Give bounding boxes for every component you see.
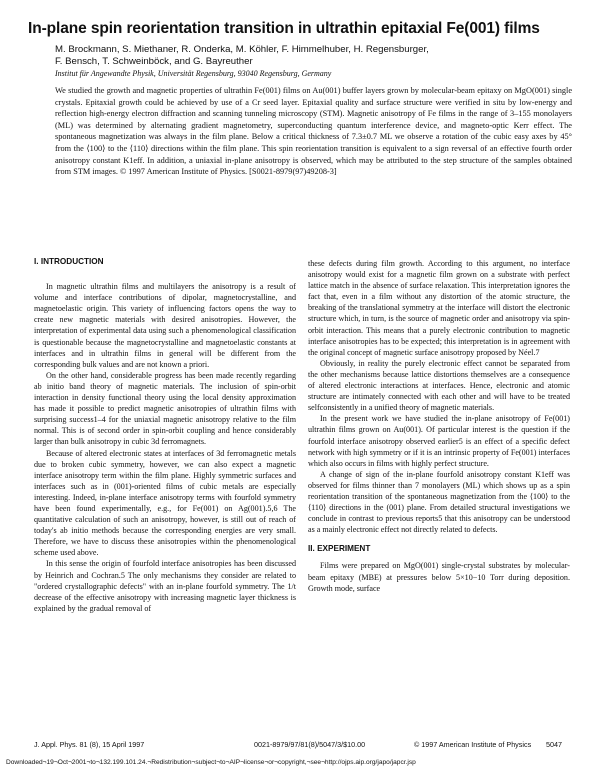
paragraph: A change of sign of the in-plane fourfold anisotropy constant K1eff was observed for films thinner than 7 monolayers (ML) which shows up as a spin reorientation transition of the spontaneous magnetization from the ⟨100⟩ to the ⟨110⟩ directions in the (001) plane. From detailed structural investigations we conclude in contrast to previous reports5 that this anisotropy can be understood as a mainly electronic effect not directly related to defects. xyxy=(308,469,570,535)
paragraph: Obviously, in reality the purely electronic effect cannot be separated from the other mechanisms because lattice distortions themselves are a consequence of altered electronic interactions at interfaces. Hence, electronic and atomic structure are intimately connected with each other and will have to be treated selfconsistently in a unified theory of magnetic materials. xyxy=(308,358,570,413)
paragraph: Because of altered electronic states at interfaces of 3d ferromagnetic metals due to broken cubic symmetry, however, we can also expect a magnetic interface anisotropy term within the film plane. Highly symmetric surfaces and interfaces such as in (001)-oriented films of cubic metals are especially interesting. Indeed, in-plane interface anisotropy terms with fourfold symmetry have been found experimentally, e.g., for Fe(001) on Ag(001).5,6 The quantitative calculation of such an anisotropy, however, is still out of reach of today's ab initio methods because the corresponding energies are very small. Therefore, we have to discuss these anisotropies within the phenomenological scheme used above. xyxy=(34,448,296,558)
copyright-notice: © 1997 American Institute of Physics xyxy=(414,740,532,749)
paragraph: In magnetic ultrathin films and multilayers the anisotropy is a result of volume and interface contributions of dipolar, magnetocrystalline, and magnetoelastic origin. This variety of influencing factors opens the way to create new magnetic materials with desired anisotropies. However, the interpretation of experimental data using such a phenomenological classification is questionable because the magnetocrystalline and magnetoelastic constants at interfaces and in ultrathin films in general will be different from the corresponding bulk values and are not known a priori. xyxy=(34,282,296,369)
author-list xyxy=(55,44,575,68)
left-column xyxy=(34,256,296,614)
right-column xyxy=(308,258,570,594)
journal-citation: J. Appl. Phys. 81 (8), 15 April 1997 xyxy=(34,740,145,749)
paragraph: these defects during film growth. According to this argument, no interface anisotropy would exist for a magnetic film grown on a substrate with perfect lattice match in the absence of surface relaxation. This interpretation ignores the fact that, even in a film without any distortion of the atomic structure, the breaking of the translational symmetry at the interface will distort the electronic structure which, in turn, is the source of magnetic order and anisotropy via spin-orbit interaction. This means that a purely electronic contribution to magnetic interface anisotropies has to be expected; this interpretation is in agreement with the original concept of magnetic surface anisotropy proposed by Néel.7 xyxy=(308,259,570,357)
page-number: 5047 xyxy=(546,740,562,749)
paragraph: Films were prepared on MgO(001) single-crystal substrates by molecular-beam epitaxy (MBE) at pressures below 5×10−10 Torr during deposition. Growth mode, surface xyxy=(308,561,570,593)
paper-title: In-plane spin reorientation transition in ultrathin epitaxial Fe(001) films xyxy=(28,20,540,37)
paragraph: In this sense the origin of fourfold interface anisotropies has been discussed by Heinrich and Cochran.5 The only mechanisms they consider are related to "ordered crystallographic defects" with an in-plane fourfold symmetry. The 1/t decrease of the effective anisotropy with increasing magnetic layer thickness is explained by the gradual removal of xyxy=(34,559,296,613)
affiliation: Institut für Angewandte Physik, Universität Regensburg, 93040 Regensburg, Germany xyxy=(55,69,332,78)
paragraph: On the other hand, considerable progress has been made recently regarding ab initio band theory of magnetic materials. The inclusion of spin-orbit interaction in density functional theory using the local density approximation has made it possible to predict magnetic anisotropies of ultrathin films with surprising success1–4 for the uniaxial magnetic anisotropy relative to the film normal. This is of second order in spin-orbit coupling and hence considerably larger than bulk anisotropy in cubic 3d ferromagnets. xyxy=(34,370,296,447)
authors-line-2: F. Bensch, T. Schweinböck, and G. Bayreuther xyxy=(55,56,253,67)
section-heading-experiment: II. EXPERIMENT xyxy=(308,544,371,554)
article-code: 0021-8979/97/81(8)/5047/3/$10.00 xyxy=(254,740,366,749)
download-notice: Downloaded¬19¬Oct¬2001¬to¬132.199.101.24.¬Redistribution¬subject¬to¬AIP¬license¬or¬copyright,¬see¬http://ojps.aip.org/japo/japcr.jsp xyxy=(6,759,416,766)
paragraph: In the present work we have studied the in-plane anisotropy of Fe(001) ultrathin films grown on Au(001). Of particular interest is the question if the fourfold interface anisotropy observed earlier5 is an effect of a specific defect network with high symmetry or if it is an intrinsic property of Fe(001) interfaces which also occurs in films with highly perfect structure. xyxy=(308,414,570,468)
authors-line-1: M. Brockmann, S. Miethaner, R. Onderka, M. Köhler, F. Himmelhuber, H. Regensburger, xyxy=(55,44,429,55)
section-heading-introduction: I. INTRODUCTION xyxy=(34,257,104,266)
abstract: We studied the growth and magnetic properties of ultrathin Fe(001) films on Au(001) buffer layers grown by molecular-beam epitaxy on MgO(001) single crystals. Epitaxial growth could be achieved by use of a Cr seed layer. Epitaxial quality and surface structure were verified in situ by low-energy and reflection high-energy electron diffraction and scanning tunneling microscopy (STM). Magnetic anisotropy of Fe films in the range of 3–155 monolayers (ML) was determined by alternating gradient magnetometry, superconducting quantum interference device, and magneto-optic Kerr effect. The spontaneous magnetization was always in the film plane. Below a critical thickness of 7.3±0.7 ML we observe a rotation of the cubic easy axes by 45° from the ⟨100⟩ to the ⟨110⟩ directions within the film plane. This spin reorientation transition is equivalent to a sign reversal of an effective fourth order anisotropy constant K1eff. In addition, a uniaxial in-plane anisotropy is observed, which may be attributed to the step structure of the samples obtained from STM images. © 1997 American Institute of Physics. [S0021-8979(97)49208-3] xyxy=(55,86,572,177)
